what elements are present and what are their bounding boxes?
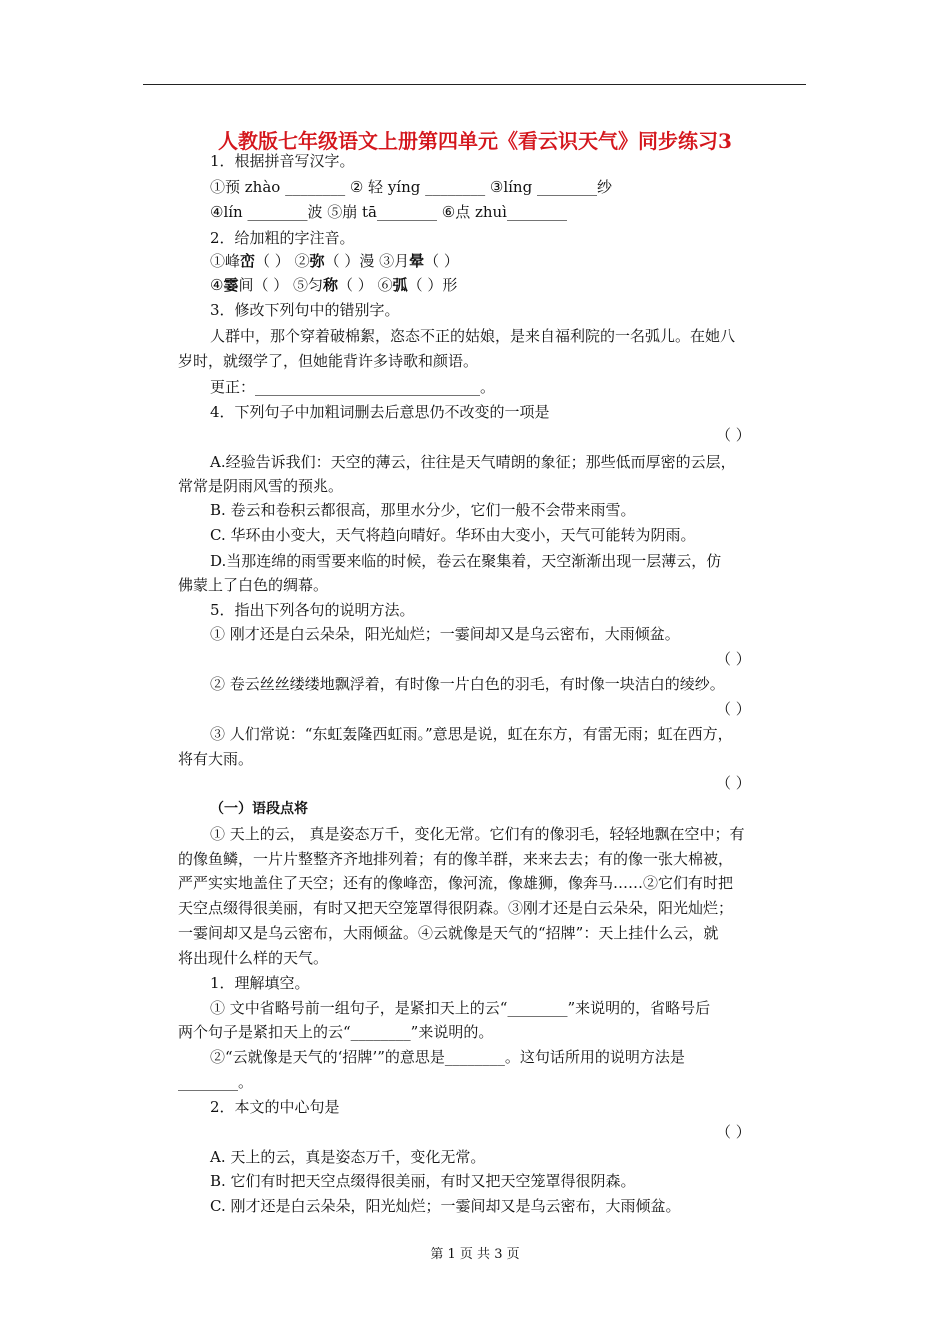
q2-row1-b-bold: 弥 (309, 252, 325, 270)
q2-row1-a-post: （ ） ② (255, 252, 310, 270)
passage-line6: 将出现什么样的天气。 (178, 949, 329, 967)
q4-option-a-line1: A.经验告诉我们：天空的薄云，往往是天气晴朗的象征；那些低而厚密的云层， (210, 453, 736, 471)
q2-row2-a-post: 间（ ） ⑤匀 (238, 276, 324, 294)
sub-q1-b-line1: ②“云就像是天气的‘招牌’”的意思是________。这句话所用的说明方法是 (210, 1048, 685, 1066)
q5-sentence1: ① 刚才还是白云朵朵，阳光灿烂；一霎间却又是乌云密布，大雨倾盆。 (210, 625, 680, 643)
q1-heading: 1．根据拼音写汉字。 (210, 152, 355, 170)
q1-row2: ④lín ________波 ⑤崩 tā________ ⑥点 zhuì________ (210, 203, 567, 221)
q2-row2-c-bold: 弧 (392, 276, 408, 294)
q2-row2-b-post: （ ） ⑥ (338, 276, 393, 294)
passage-line2: 的像鱼鳞，一片片整整齐齐地排列着；有的像羊群，来来去去；有的像一张大棉被， (178, 850, 734, 868)
q2-row2-c-post: （ ）形 (407, 276, 458, 294)
q5-bracket-3: （ ） (716, 774, 751, 792)
q5-bracket-1: （ ） (716, 650, 751, 668)
page-footer: 第 1 页 共 3 页 (430, 1247, 520, 1262)
sub-q1-b-line2: ________。 (178, 1073, 254, 1091)
q5-sentence3-line2: 将有大雨。 (178, 750, 254, 768)
passage-line4: 天空点缀得很美丽，有时又把天空笼罩得很阴森。③刚才还是白云朵朵，阳光灿烂； (178, 899, 734, 917)
q2-row1 (210, 250, 459, 272)
q4-option-d-line2: 佛蒙上了白色的绸幕。 (178, 576, 329, 594)
passage-line1: ① 天上的云， 真是姿态万千，变化无常。它们有的像羽毛，轻轻地飘在空中；有 (210, 825, 745, 843)
q5-sentence2: ② 卷云丝丝缕缕地飘浮着，有时像一片白色的羽毛，有时像一块洁白的绫纱。 (210, 675, 725, 693)
q3-heading: 3．修改下列句中的错别字。 (210, 301, 400, 319)
q2-row1-a-pre: ①峰 (210, 252, 241, 270)
sub-q2-option-c: C. 刚才还是白云朵朵，阳光灿烂；一霎间却又是乌云密布，大雨倾盆。 (210, 1197, 681, 1215)
section-heading: （一）语段点将 (210, 801, 308, 817)
q4-option-d-line1: D.当那连绵的雨雪要来临的时候，卷云在聚集着，天空渐渐出现一层薄云，仿 (210, 552, 722, 570)
q5-bracket-2: （ ） (716, 700, 751, 718)
sub-q2-option-a: A. 天上的云，真是姿态万千，变化无常。 (210, 1148, 486, 1166)
q2-row2-a-bold: 霎 (223, 276, 239, 294)
q4-option-c: C. 华环由小变大，天气将趋向晴好。华环由大变小，天气可能转为阴雨。 (210, 526, 696, 544)
q4-option-a-line2: 常常是阴雨风雪的预兆。 (178, 477, 344, 495)
header-rule (143, 84, 806, 85)
sub-q1-a-line1: ① 文中省略号前一组句子，是紧扣天上的云“________”来说明的，省略号后 (210, 999, 711, 1017)
q5-sentence3-line1: ③ 人们常说：“东虹轰隆西虹雨。”意思是说，虹在东方，有雷无雨；虹在西方， (210, 725, 733, 743)
q4-option-b: B. 卷云和卷积云都很高，那里水分少，它们一般不会带来雨雪。 (210, 501, 636, 519)
q2-row2 (210, 274, 457, 296)
passage-line3: 严严实实地盖住了天空；还有的像峰峦，像河流，像雄狮，像奔马……②它们有时把 (178, 874, 734, 892)
sub-q1-a-line2: 两个句子是紧扣天上的云“________”来说明的。 (178, 1023, 494, 1041)
q3-correction: 更正：______________________________。 (210, 378, 496, 396)
page-title: 人教版七年级语文上册第四单元《看云识天气》同步练习3 (218, 129, 732, 153)
sub-q1-heading: 1．理解填空。 (210, 974, 310, 992)
passage-line5: 一霎间却又是乌云密布，大雨倾盆。④云就像是天气的“招牌”：天上挂什么云，就 (178, 924, 719, 942)
sub-q2-heading: 2．本文的中心句是 (210, 1098, 340, 1116)
q4-answer-bracket: （ ） (716, 426, 751, 444)
q2-row1-c-post: （ ） (424, 252, 459, 270)
sub-q2-answer-bracket: （ ） (716, 1123, 751, 1141)
sub-q2-option-b: B. 它们有时把天空点缀得很美丽，有时又把天空笼罩得很阴森。 (210, 1172, 636, 1190)
q3-line1: 人群中，那个穿着破棉絮，恣态不正的姑娘，是来自福利院的一名弧儿。在她八 (210, 327, 736, 345)
q2-row2-a-pre: ④ (210, 276, 224, 294)
q2-heading: 2．给加粗的字注音。 (210, 229, 355, 247)
q1-row1: ①预 zhào ________ ② 轻 yíng ________ ③líng ________纱 (210, 178, 612, 196)
q2-row1-a-bold: 峦 (240, 252, 256, 270)
q3-line2: 岁时，就缀学了，但她能背许多诗歌和颜语。 (178, 352, 479, 370)
q2-row1-b-post: （ ）漫 ③月 (324, 252, 410, 270)
q5-heading: 5．指出下列各句的说明方法。 (210, 601, 415, 619)
q2-row2-b-bold: 称 (323, 276, 339, 294)
q2-row1-c-bold: 晕 (409, 252, 425, 270)
q4-heading: 4．下列句子中加粗词删去后意思仍不改变的一项是 (210, 403, 550, 421)
